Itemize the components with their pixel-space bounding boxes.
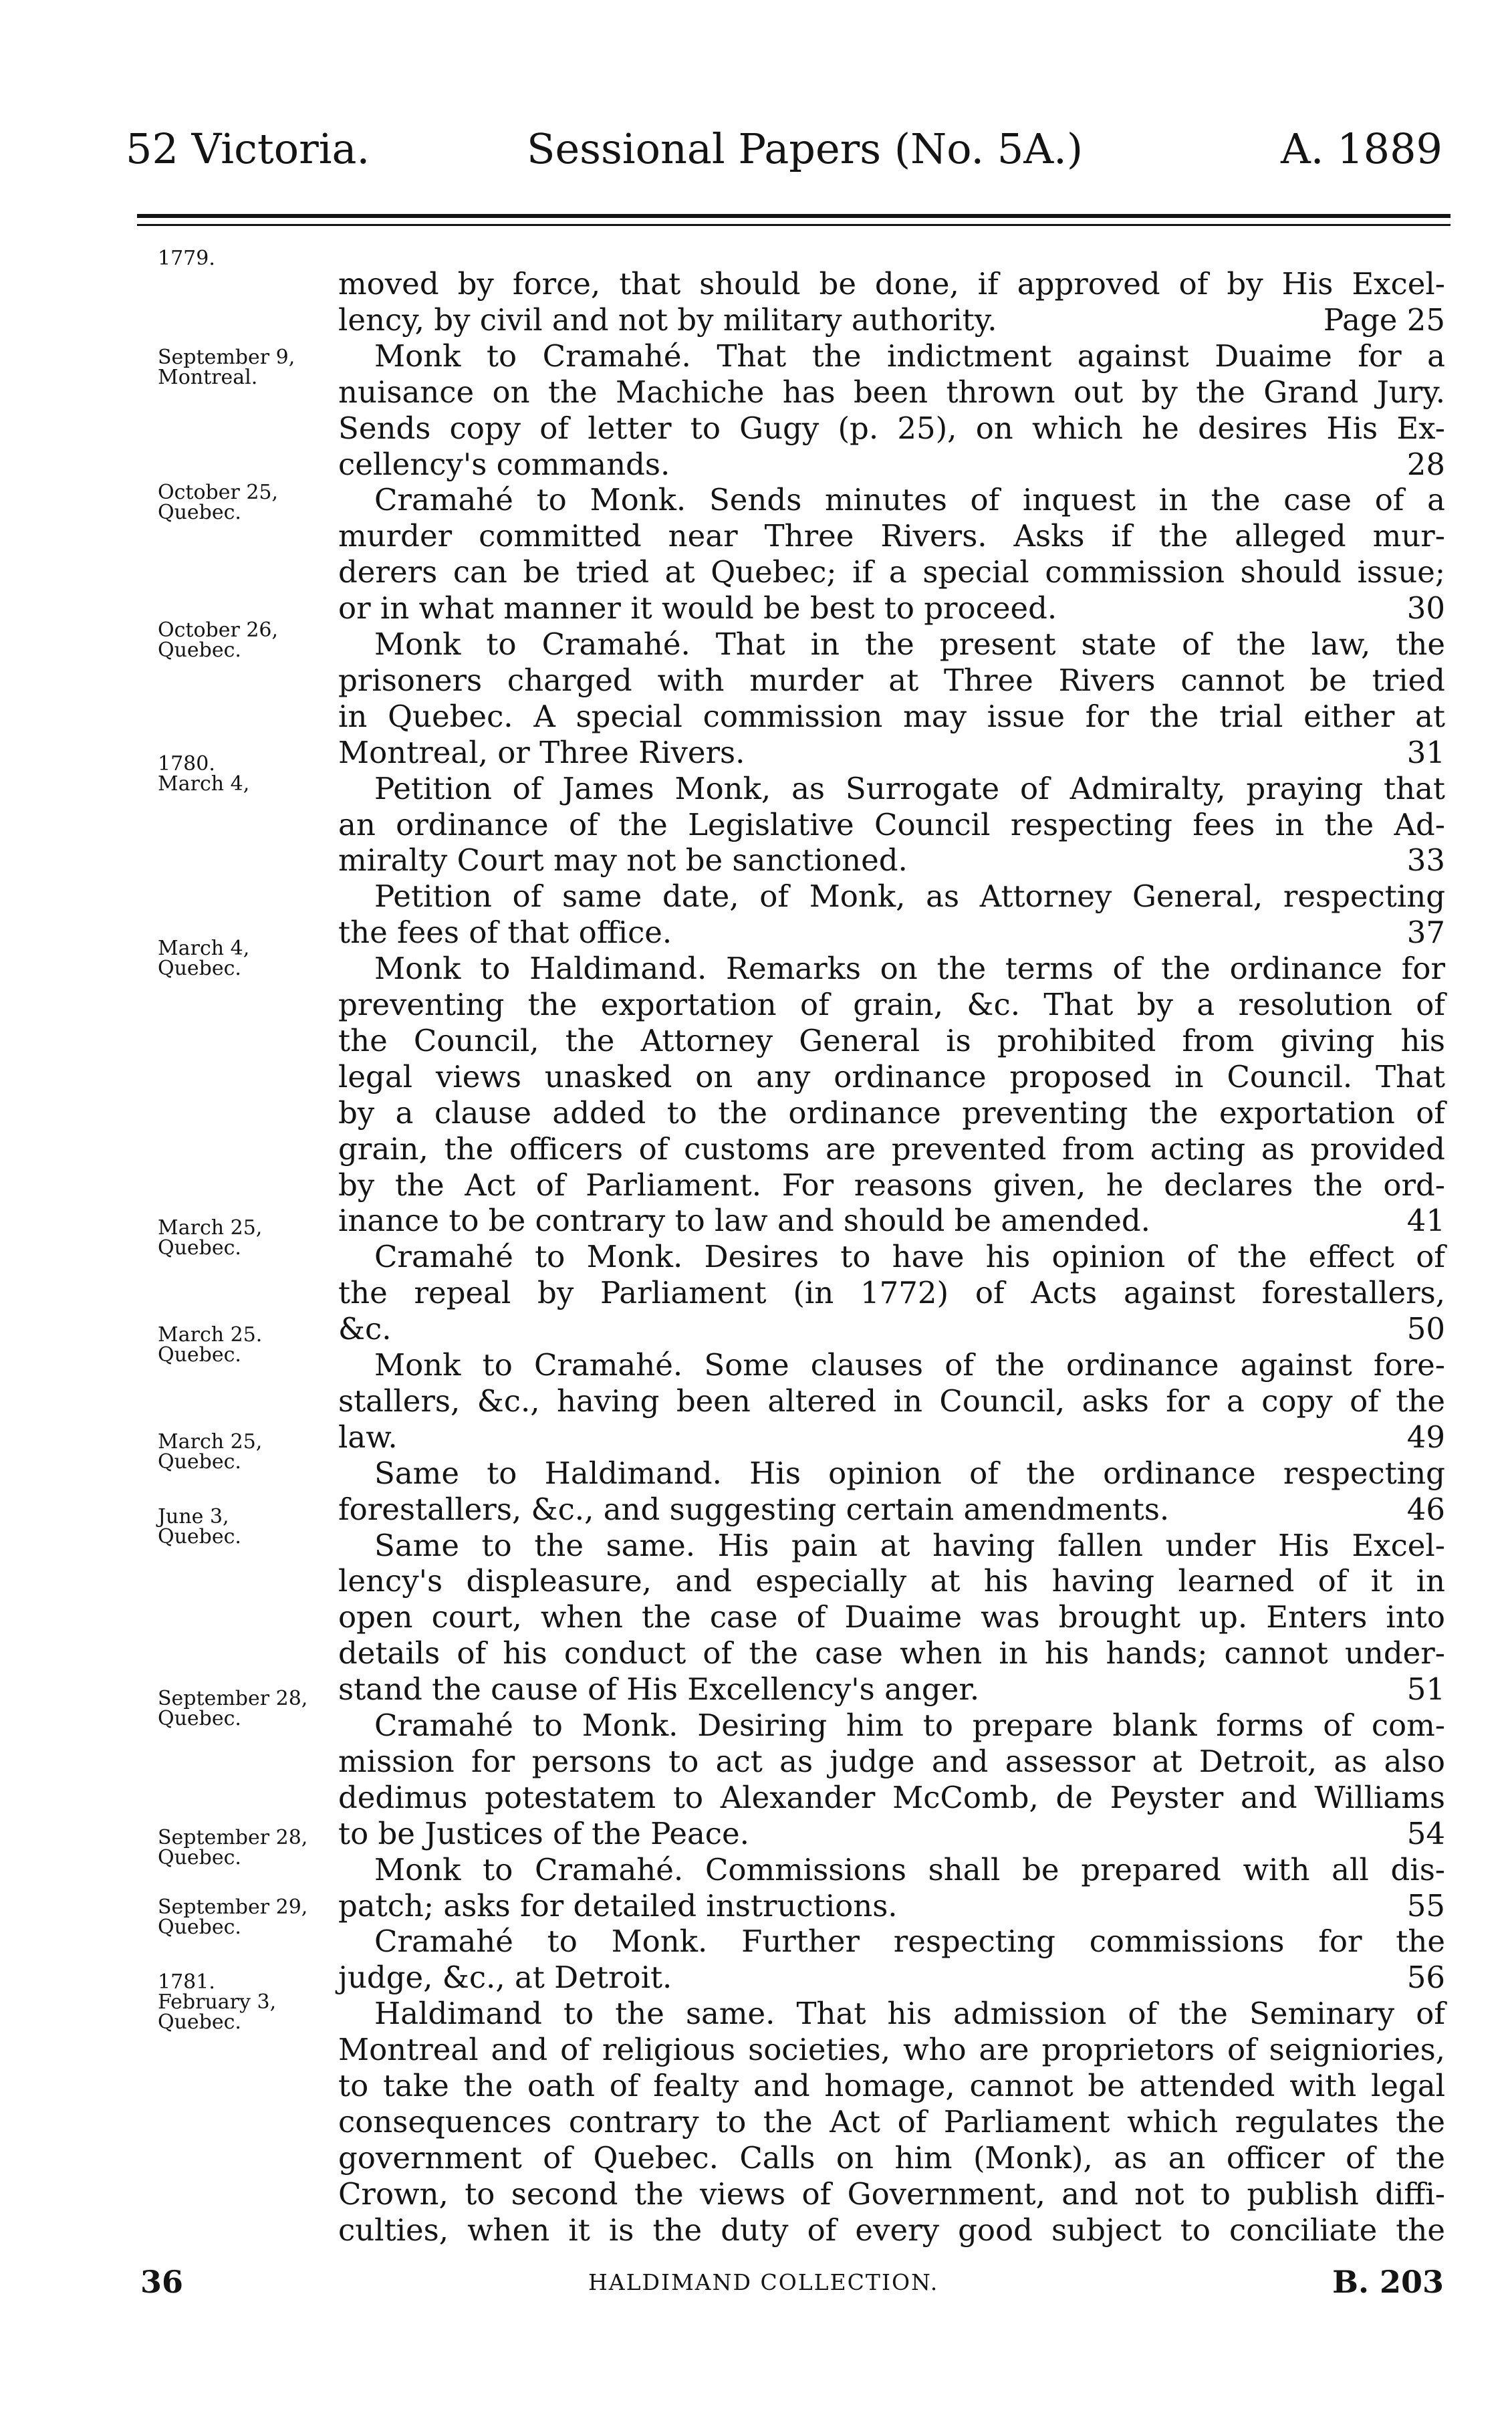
text-line: lency's displeasure, and especially at his having learned of it in	[338, 1563, 1445, 1599]
text-line: mission for persons to act as judge and assessor at Detroit, as also	[338, 1744, 1445, 1779]
margin-date-note: September 29, Quebec.	[158, 1895, 308, 1939]
text-line: inance to be contrary to law and should be amended. 41	[338, 1203, 1445, 1238]
margin-date-note: 1779.	[158, 247, 215, 270]
margin-date-note: October 26, Quebec.	[158, 618, 279, 662]
text-line: Montreal and of religious societies, who are proprietors of seigniories,	[338, 2032, 1445, 2067]
margin-date-note: September 28, Quebec.	[158, 1826, 308, 1869]
margin-date-note: March 25. Quebec.	[158, 1323, 263, 1367]
text-line: in Quebec. A special commission may issue for the trial either at	[338, 699, 1445, 734]
margin-date-note: September 28, Quebec.	[158, 1687, 308, 1730]
text-line: an ordinance of the Legislative Council respecting fees in the Ad-	[338, 807, 1445, 842]
text-line: law. 49	[338, 1419, 1445, 1455]
text-line: miralty Court may not be sanctioned. 33	[338, 842, 1445, 878]
text-line: patch; asks for detailed instructions. 55	[338, 1888, 1445, 1924]
page-reference: 56	[1406, 1960, 1445, 1995]
header-title: Sessional Papers (No. 5A.)	[527, 124, 1084, 173]
page-reference: 50	[1406, 1311, 1445, 1347]
text-line: moved by force, that should be done, if approved of by His Excel-	[338, 266, 1445, 302]
text-line: by a clause added to the ordinance preventing the exportation of	[338, 1095, 1445, 1131]
text-line: Petition of James Monk, as Surrogate of Admiralty, praying that	[374, 771, 1445, 806]
text-line: to take the oath of fealty and homage, cannot be attended with legal	[338, 2068, 1445, 2103]
text-line: dedimus potestatem to Alexander McComb, de Peyster and Williams	[338, 1780, 1445, 1815]
margin-date-note: March 25, Quebec.	[158, 1430, 263, 1474]
text-line: murder committed near Three Rivers. Asks if the alleged mur-	[338, 518, 1445, 554]
margin-date-note: June 3, Quebec.	[158, 1505, 241, 1548]
page-reference: 54	[1406, 1816, 1445, 1851]
page-reference: 55	[1406, 1888, 1445, 1924]
text-line: nuisance on the Machiche has been thrown out by the Grand Jury.	[338, 374, 1445, 410]
text-line: Cramahé to Monk. Sends minutes of inquest in the case of a	[374, 482, 1445, 517]
text-line: Monk to Cramahé. Some clauses of the ordinance against fore-	[374, 1347, 1445, 1383]
collection-name: HALDIMAND COLLECTION.	[588, 2269, 939, 2295]
text-line: Monk to Haldimand. Remarks on the terms of the ordinance for	[374, 951, 1445, 986]
page-reference: 37	[1406, 915, 1445, 950]
header-rule-thin	[137, 224, 1451, 226]
page-reference: 49	[1406, 1419, 1445, 1455]
page-number: 36	[140, 2264, 184, 2300]
text-line: derers can be tried at Quebec; if a special commission should issue;	[338, 554, 1445, 590]
header-year: A. 1889	[1281, 124, 1442, 173]
page-reference: 28	[1406, 447, 1445, 482]
text-line: Cramahé to Monk. Desires to have his opinion of the effect of	[374, 1239, 1445, 1274]
text-line: grain, the officers of customs are prevented from acting as provided	[338, 1131, 1445, 1167]
page-reference: 33	[1406, 842, 1445, 878]
text-line: stallers, &c., having been altered in Council, asks for a copy of the	[338, 1383, 1445, 1419]
text-line: Monk to Cramahé. That in the present state of the law, the	[374, 626, 1445, 662]
text-line: Monk to Cramahé. Commissions shall be prepared with all dis-	[374, 1852, 1445, 1887]
text-line: &c. 50	[338, 1311, 1445, 1347]
text-line: Petition of same date, of Monk, as Attorney General, respecting	[374, 879, 1445, 914]
text-line: forestallers, &c., and suggesting certain amendments. 46	[338, 1492, 1445, 1527]
text-line: the repeal by Parliament (in 1772) of Acts against forestallers,	[338, 1275, 1445, 1310]
text-line: or in what manner it would be best to proceed. 30	[338, 590, 1445, 626]
margin-date-note: October 25, Quebec.	[158, 481, 279, 524]
text-line: legal views unasked on any ordinance proposed in Council. That	[338, 1059, 1445, 1094]
text-line: details of his conduct of the case when in his hands; cannot under-	[338, 1635, 1445, 1671]
text-line: Cramahé to Monk. Further respecting commissions for the	[374, 1924, 1445, 1959]
text-line: Cramahé to Monk. Desiring him to prepare blank forms of com-	[374, 1708, 1445, 1743]
text-line: Same to Haldimand. His opinion of the ordinance respecting	[374, 1456, 1445, 1491]
text-line: Montreal, or Three Rivers. 31	[338, 735, 1445, 770]
text-line: the Council, the Attorney General is prohibited from giving his	[338, 1023, 1445, 1058]
text-line: stand the cause of His Excellency's anger. 51	[338, 1671, 1445, 1707]
text-line: consequences contrary to the Act of Parliament which regulates the	[338, 2104, 1445, 2139]
text-line: to be Justices of the Peace. 54	[338, 1816, 1445, 1851]
text-line: Same to the same. His pain at having fallen under His Excel-	[374, 1528, 1445, 1563]
text-line: judge, &c., at Detroit. 56	[338, 1960, 1445, 1995]
margin-date-note: March 25, Quebec.	[158, 1216, 263, 1260]
margin-date-note: 1781. February 3, Quebec.	[158, 1970, 277, 2034]
text-line: Haldimand to the same. That his admission of the Seminary of	[374, 1996, 1445, 2031]
archive-reference: B. 203	[1332, 2264, 1444, 2300]
text-line: preventing the exportation of grain, &c. That by a resolution of	[338, 987, 1445, 1022]
text-line: government of Quebec. Calls on him (Monk), as an officer of the	[338, 2140, 1445, 2176]
margin-date-note: March 4, Quebec.	[158, 937, 250, 980]
text-line: Sends copy of letter to Gugy (p. 25), on which he desires His Ex-	[338, 411, 1445, 446]
page-reference: 30	[1406, 590, 1445, 626]
page-reference: 41	[1406, 1203, 1445, 1238]
text-line: cellency's commands. 28	[338, 447, 1445, 482]
header-session: 52 Victoria.	[126, 124, 370, 173]
margin-date-note: September 9, Montreal.	[158, 346, 295, 389]
running-header	[126, 124, 1442, 178]
text-line: open court, when the case of Duaime was brought up. Enters into	[338, 1599, 1445, 1635]
page-reference: Page 25	[1323, 302, 1445, 338]
margin-date-note: 1780. March 4,	[158, 752, 250, 796]
text-line: lency, by civil and not by military authority. Page 25	[338, 302, 1445, 338]
page-reference: 46	[1406, 1492, 1445, 1527]
text-line: culties, when it is the duty of every good subject to conciliate the	[338, 2212, 1445, 2248]
page-reference: 51	[1406, 1671, 1445, 1707]
running-footer	[140, 2264, 1444, 2304]
page-reference: 31	[1406, 735, 1445, 770]
text-line: prisoners charged with murder at Three Rivers cannot be tried	[338, 663, 1445, 698]
text-line: Crown, to second the views of Government, and not to publish diffi-	[338, 2176, 1445, 2212]
text-line: by the Act of Parliament. For reasons given, he declares the ord-	[338, 1167, 1445, 1203]
header-rule-thick	[137, 214, 1451, 218]
text-line: Monk to Cramahé. That the indictment against Duaime for a	[374, 338, 1445, 374]
text-line: the fees of that office. 37	[338, 915, 1445, 950]
